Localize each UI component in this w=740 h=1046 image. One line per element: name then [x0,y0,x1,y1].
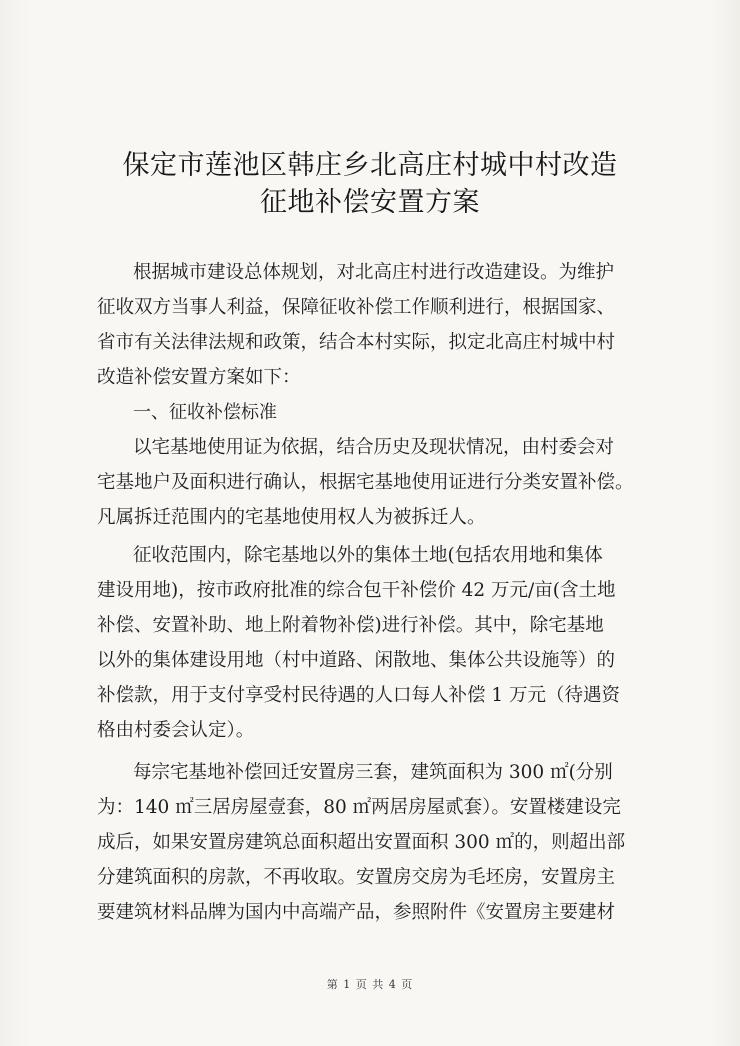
paragraph-line: 征收双方当事人利益，保障征收补偿工作顺利进行，根据国家、 [97,297,616,318]
section-heading: 一、征收补偿标准 [133,402,277,423]
paragraph-line: 以外的集体建设用地（村中道路、闲散地、集体公共设施等）的 [97,650,616,671]
paragraph-line: 根据城市建设总体规划，对北高庄村进行改造建设。为维护 [133,262,615,283]
document-title-line-1: 保定市莲池区韩庄乡北高庄村城中村改造 [122,150,618,181]
page-number-footer: 第 1 页 共 4 页 [326,978,414,991]
paragraph-line: 分建筑面积的房款，不再收取。安置房交房为毛坯房，安置房主 [97,867,616,888]
paragraph-line: 建设用地)，按市政府批准的综合包干补偿价 42 万元/亩(含土地 [97,580,616,601]
paragraph-line: 征收范围内，除宅基地以外的集体土地(包括农用地和集体 [133,545,603,566]
paragraph-line: 补偿、安置补助、地上附着物补偿)进行补偿。其中，除宅基地 [97,615,604,636]
paragraph-line: 省市有关法律法规和政策，结合本村实际，拟定北高庄村城中村 [97,332,616,353]
paragraph-line: 以宅基地使用证为依据，结合历史及现状情况，由村委会对 [133,437,615,458]
paragraph-line: 凡属拆迁范围内的宅基地使用权人为被拆迁人。 [97,507,486,528]
paragraph-line: 改造补偿安置方案如下： [97,367,301,388]
paragraph-line: 宅基地户及面积进行确认，根据宅基地使用证进行分类安置补偿。 [97,472,634,493]
paragraph-line: 要建筑材料品牌为国内中高端产品，参照附件《安置房主要建材 [97,902,616,923]
document-title-line-2: 征地补偿安置方案 [260,187,480,218]
paragraph-line: 每宗宅基地补偿回迁安置房三套，建筑面积为 300 ㎡(分别 [133,762,613,783]
paragraph-line: 成后，如果安置房建筑总面积超出安置面积 300 ㎡的，则超出部 [97,832,626,853]
paragraph-line: 补偿款，用于支付享受村民待遇的人口每人补偿 1 万元（待遇资 [97,685,621,706]
paragraph-line: 为：140 ㎡三居房屋壹套，80 ㎡两居房屋贰套）。安置楼建设完 [97,797,621,818]
paragraph-line: 格由村委会认定）。 [97,720,255,741]
